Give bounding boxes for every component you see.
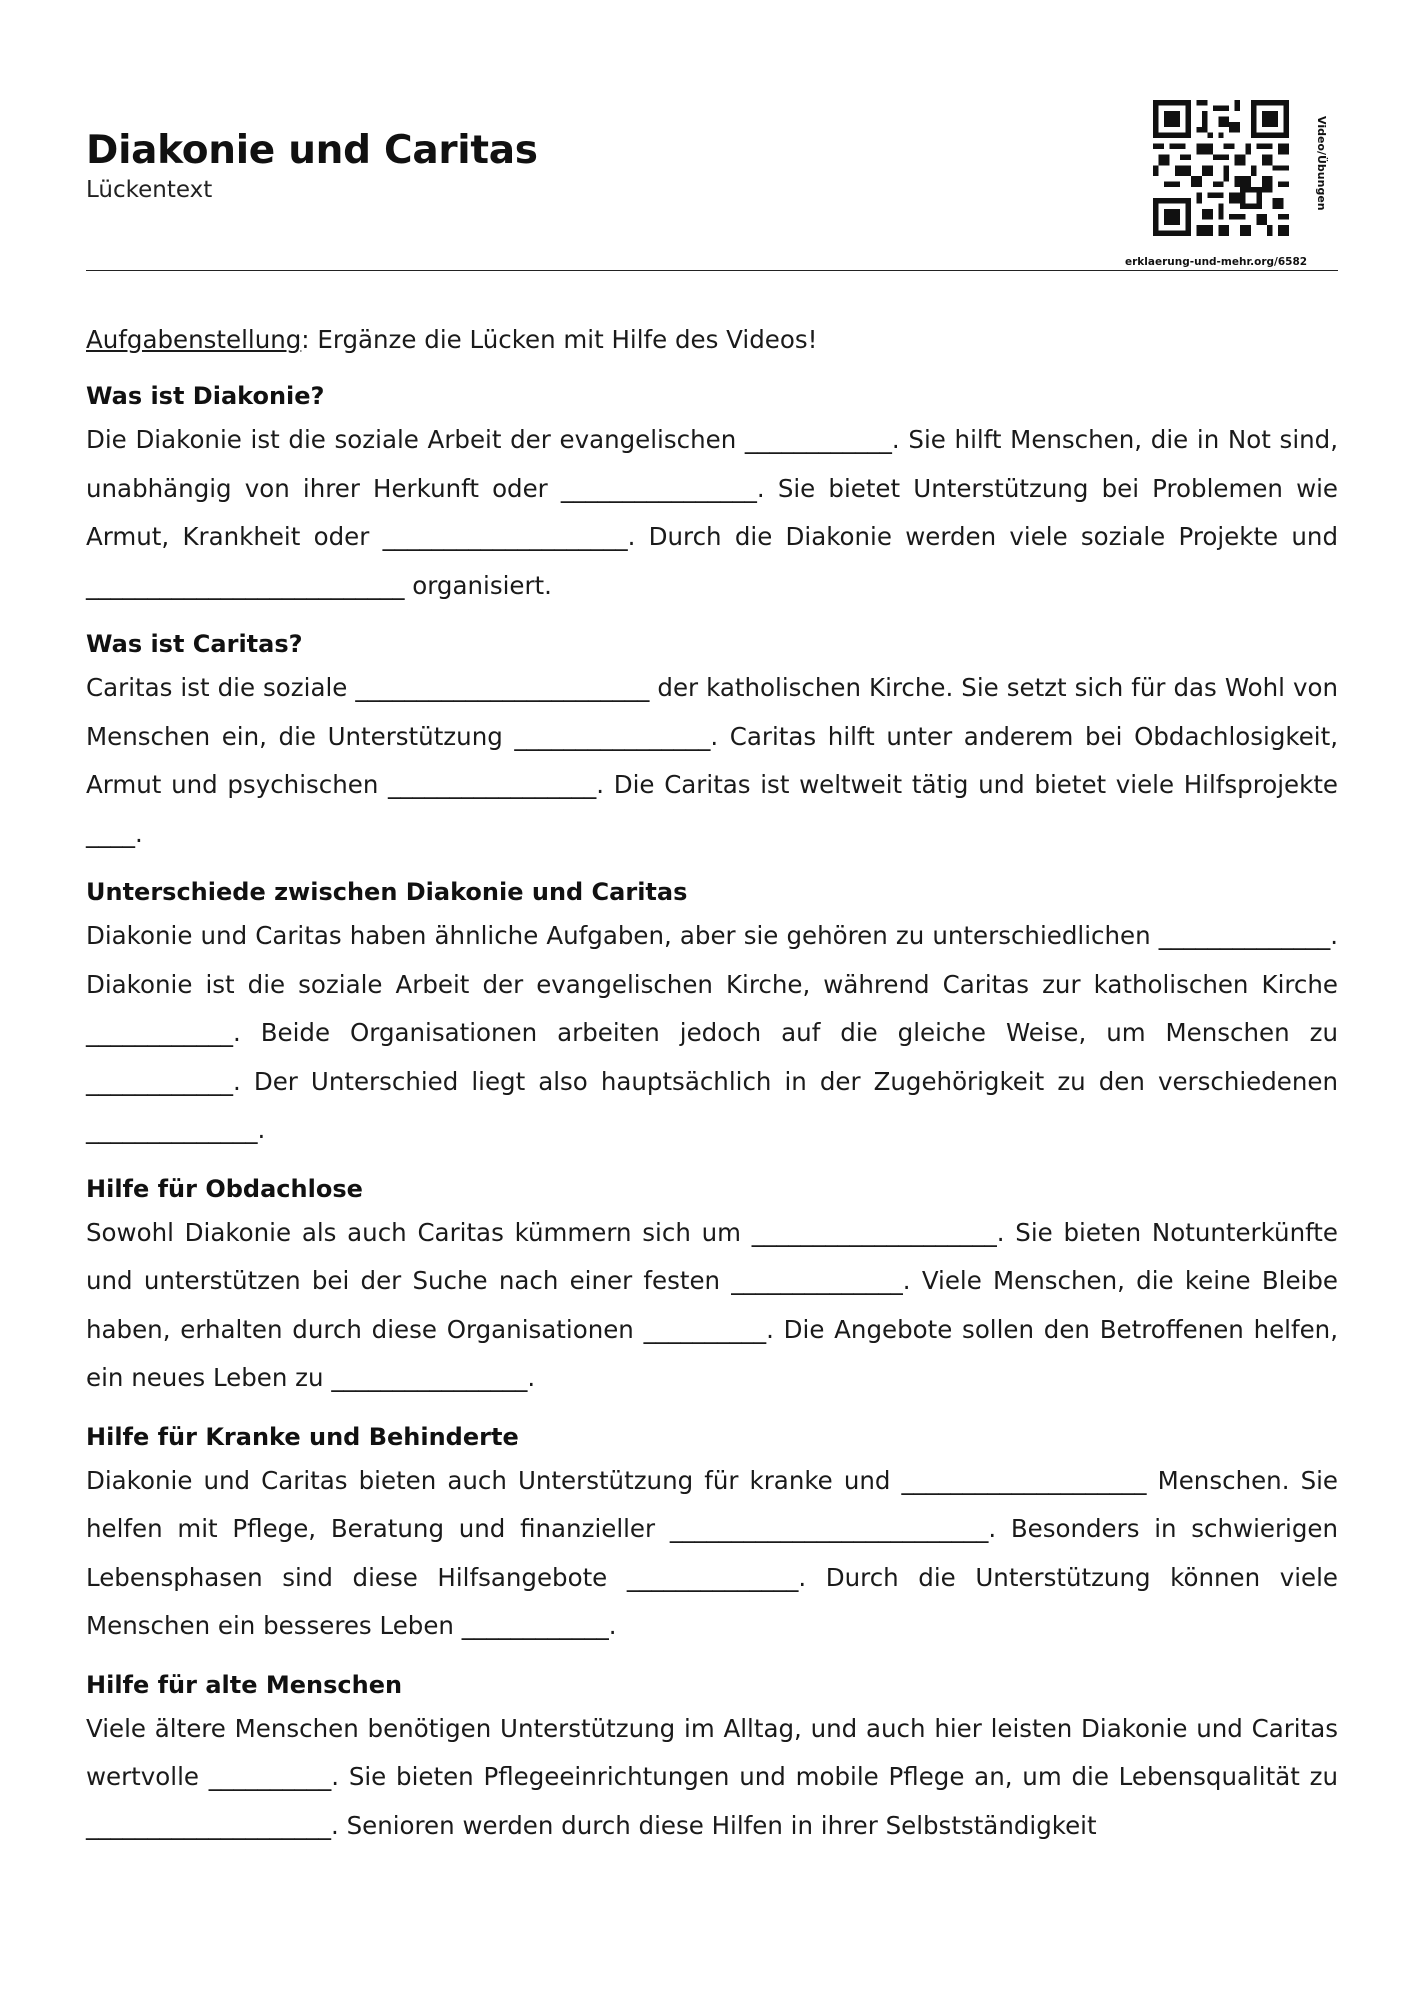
section-text: Die Diakonie ist die soziale Arbeit der evangelischen ____________. Sie hilft Menschen, die in Not sind, unabhängig von ihrer Herkunft oder ________________. Sie bietet Unterstützung bei Problemen wie Armut, Krankheit oder ____________________. Durch die Diakonie werden viele soziale Projekte und __________________________ organisiert.	[86, 425, 1338, 600]
instruction	[86, 322, 1338, 358]
section-text: Sowohl Diakonie als auch Caritas kümmern sich um ____________________. Sie bieten Notunterkünfte und unterstützen bei der Suche nach einer festen ______________. Viele Menschen, die keine Bleibe haben, erhalten durch diese Organisationen __________. Die Angebote sollen den Betroffenen helfen, ein neues Leben zu ________________.	[86, 1217, 1338, 1392]
section-text: Diakonie und Caritas bieten auch Unterstützung für kranke und ____________________ Menschen. Sie helfen mit Pflege, Beratung und finanzieller __________________________. Besonders in schwierigen Lebensphasen sind diese Hilfsangebote ______________. Durch die Unterstützung können viele Menschen ein besseres Leben ____________.	[86, 1465, 1338, 1640]
instruction-label: Aufgabenstellung	[86, 325, 302, 354]
section-heading: Hilfe für Obdachlose	[86, 1174, 363, 1203]
source-url: erklaerung-und-mehr.org/6582	[1125, 256, 1308, 268]
section-caritas	[86, 624, 1338, 858]
section-heading: Hilfe für alte Menschen	[86, 1670, 403, 1699]
section-heading: Unterschiede zwischen Diakonie und Caritas	[86, 878, 688, 906]
section-kranke-behinderte	[86, 1417, 1338, 1651]
header-divider	[86, 270, 1338, 271]
section-text: Caritas ist die soziale ________________________ der katholischen Kirche. Sie setzt sich für das Wohl von Menschen ein, die Unterstützung ________________. Caritas hilft unter anderem bei Obdachlosigkeit, Armut und psychischen _________________. Die Caritas ist weltweit tätig und bietet viele Hilfsprojekte ____.	[86, 673, 1338, 848]
document-subtitle: Lückentext	[86, 177, 213, 203]
document-title: Diakonie und Caritas	[86, 128, 538, 173]
section-heading: Was ist Diakonie?	[86, 382, 325, 410]
worksheet-body	[86, 322, 1338, 1864]
section-alte-menschen	[86, 1665, 1338, 1851]
document-header	[86, 128, 1338, 203]
section-unterschiede	[86, 872, 1338, 1155]
qr-code-icon	[1153, 100, 1289, 236]
section-heading: Was ist Caritas?	[86, 630, 303, 658]
qr-label: Video/Übungen	[1315, 116, 1328, 211]
section-text: Diakonie und Caritas haben ähnliche Aufgaben, aber sie gehören zu unterschiedlichen ______________. Diakonie ist die soziale Arbeit der evangelischen Kirche, während Caritas zur katholischen Kirche ____________. Beide Organisationen arbeiten jedoch auf die gleiche Weise, um Menschen zu ____________. Der Unterschied liegt also hauptsächlich in der Zugehörigkeit zu den verschiedenen ______________.	[86, 921, 1338, 1144]
section-obdachlose	[86, 1169, 1338, 1403]
section-heading: Hilfe für Kranke und Behinderte	[86, 1422, 519, 1451]
section-text: Viele ältere Menschen benötigen Unterstützung im Alltag, und auch hier leisten Diakonie und Caritas wertvolle __________. Sie bieten Pflegeeinrichtungen und mobile Pflege an, um die Lebensqualität zu ____________________. Senioren werden durch diese Hilfen in ihrer Selbstständigkeit	[86, 1713, 1338, 1840]
instruction-text: : Ergänze die Lücken mit Hilfe des Videos!	[301, 325, 818, 354]
section-diakonie	[86, 376, 1338, 610]
